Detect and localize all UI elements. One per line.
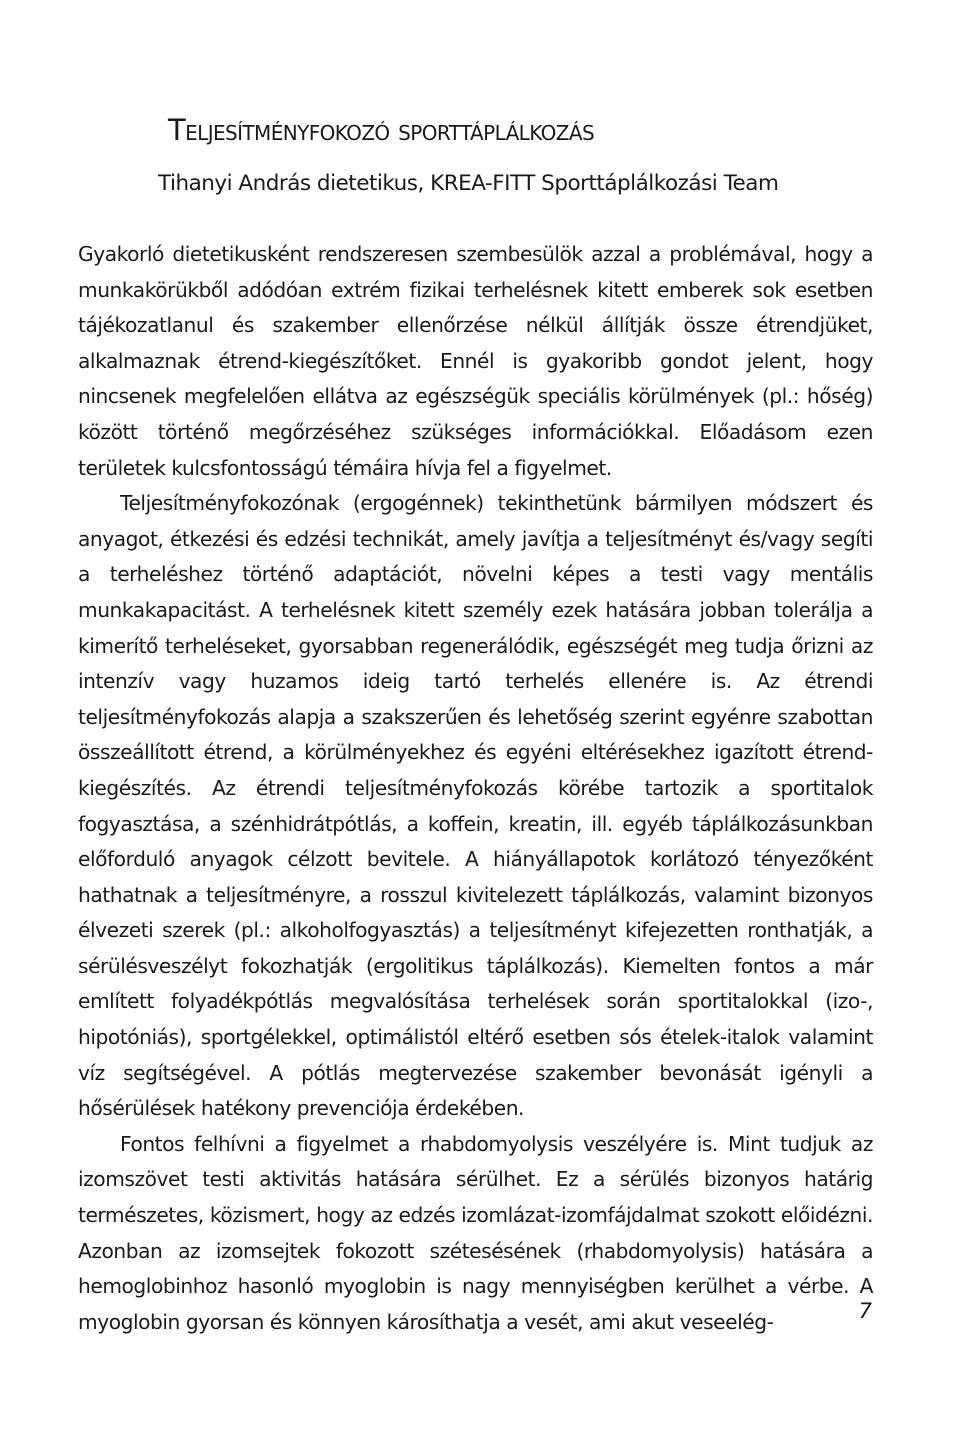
author-byline: Tihanyi András dietetikus, KREA-FITT Sporttáplálkozási Team — [158, 171, 779, 196]
page-number: 7 — [858, 1299, 872, 1323]
paragraph: Gyakorló dietetikusként rendszeresen szembesülök azzal a problémával, hogy a munkakörükből adódóan extrém fizikai terhelésnek kitett emberek sok esetben tájékozatlanul és szakember ellenőrzése nélkül állítják össze étrendjüket, alkalmaznak étrend-kiegészítőket. Ennél is gyakoribb gondot jelent, hogy nincsenek megfelelően ellátva az egészségük speciális körülmények (pl.: hőség) között történő megőrzéséhez szükséges információkkal. Előadásom ezen területek kulcsfontosságú témáira hívja fel a figyelmet. — [78, 242, 873, 480]
article-body — [78, 237, 873, 1340]
article-title: Teljesítményfokozó sporttáplálkozás — [168, 113, 595, 147]
paragraph: Teljesítményfokozónak (ergogénnek) tekinthetünk bármilyen módszert és anyagot, étkezési és edzési technikát, amely javítja a teljesítményt és/vagy segíti a terheléshez történő adaptációt, növelni képes a testi vagy mentális munkakapacitást. A terhelésnek kitett személy ezek hatására jobban tolerálja a kimerítő terheléseket, gyorsabban regenerálódik, egészségét meg tudja őrizni az intenzív vagy huzamos ideig tartó terhelés ellenére is. Az étrendi teljesítményfokozás alapja a szakszerűen és lehetőség szerint egyénre szabottan összeállított étrend, a körülményekhez és egyéni eltérésekhez igazított étrend-kiegészítés. Az étrendi teljesítményfokozás körébe tartozik a sportitalok fogyasztása, a szénhidrátpótlás, a koffein, kreatin, ill. egyéb táplálkozásunkban előforduló anyagok célzott bevitele. A hiányállapotok korlátozó tényezőként hathatnak a teljesítményre, a rosszul kivitelezett táplálkozás, valamint bizonyos élvezeti szerek (pl.: alkoholfogyasztás) a teljesítményt kifejezetten ronthatják, a sérülésveszélyt fokozhatják (ergolitikus táplálkozás). Kiemelten fontos a már említett folyadékpótlás megvalósítása terhelések során sportitalokkal (izo-, hipotóniás), sportgélekkel, optimálistól eltérő esetben sós ételek-italok valamint víz segítségével. A pótlás megtervezése szakember bevonását igényli a hősérülések hatékony prevenciója érdekében. — [78, 491, 873, 1121]
paragraph: Fontos felhívni a figyelmet a rhabdomyolysis veszélyére is. Mint tudjuk az izomszövet testi aktivitás hatására sérülhet. Ez a sérülés bizonyos határig természetes, közismert, hogy az edzés izomlázat-izomfájdalmat szokott előidézni. Azonban az izomsejtek fokozott szétesésének (rhabdomyolysis) hatására a hemoglobinhoz hasonló myoglobin is nagy mennyiségben kerülhet a vérbe. A myoglobin gyorsan és könnyen károsíthatja a vesét, ami akut veseelég- — [78, 1131, 873, 1334]
